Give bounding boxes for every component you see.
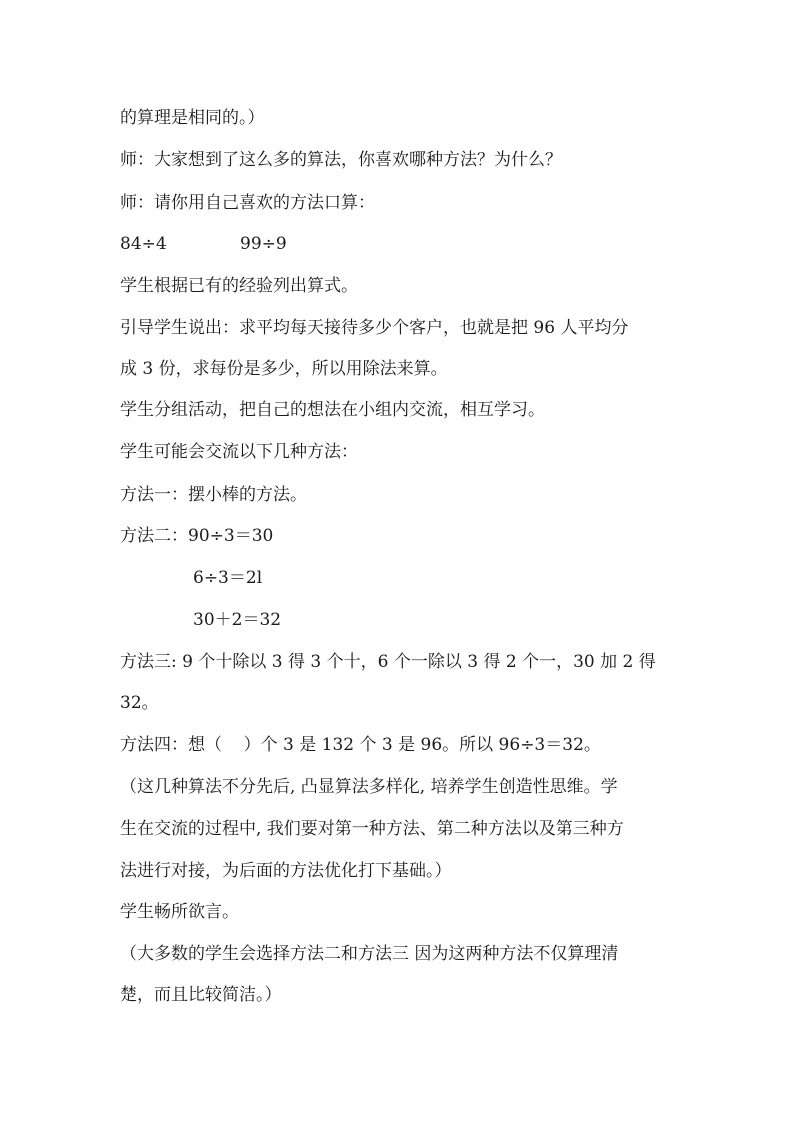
text-line: 师：请你用自己喜欢的方法口算： [120, 193, 375, 213]
text-line: 方法一：摆小棒的方法。 [120, 485, 307, 505]
text-line: 生在交流的过程中, 我们要对第一种方法、第二种方法以及第三种方 [120, 819, 624, 839]
text-line: 的算理是相同的。） [120, 108, 265, 128]
calc-expression: 84÷4 [120, 234, 167, 254]
text-line: 师：大家想到了这么多的算法，你喜欢哪种方法？为什么？ [120, 150, 562, 170]
text-line: 方法三: 9 个十除以 3 得 3 个十，6 个一除以 3 得 2 个一，30 加 2 得 [120, 652, 656, 672]
text-line: （大多数的学生会选择方法二和方法三 因为这两种方法不仅算理清 [120, 944, 619, 964]
calc-expression: 30＋2＝32 [193, 610, 282, 630]
text-line: 学生根据已有的经验列出算式。 [120, 276, 358, 296]
text-line: 成 3 份，求每份是多少，所以用除法来算。 [120, 359, 448, 379]
text-line: 32。 [120, 693, 159, 713]
text-line: 学生畅所欲言。 [120, 902, 239, 922]
text-line: 法进行对接，为后面的方法优化打下基础。） [120, 861, 452, 881]
text-line: 引导学生说出：求平均每天接待多少个客户，也就是把 96 人平均分 [120, 318, 629, 338]
calc-expression: 99÷9 [240, 234, 287, 254]
text-line: （这几种算法不分先后, 凸显算法多样化, 培养学生创造性思维。学 [120, 777, 618, 797]
calc-expression: 6÷3＝2l [193, 568, 263, 588]
text-line: 方法四：想（ ）个 3 是 132 个 3 是 96。所以 96÷3＝32。 [120, 735, 601, 755]
text-line: 楚，而且比较简洁。） [120, 985, 282, 1005]
text-line: 学生分组活动，把自己的想法在小组内交流，相互学习。 [120, 400, 545, 420]
text-line: 学生可能会交流以下几种方法： [120, 442, 358, 462]
text-line: 方法二：90÷3＝30 [120, 526, 274, 546]
